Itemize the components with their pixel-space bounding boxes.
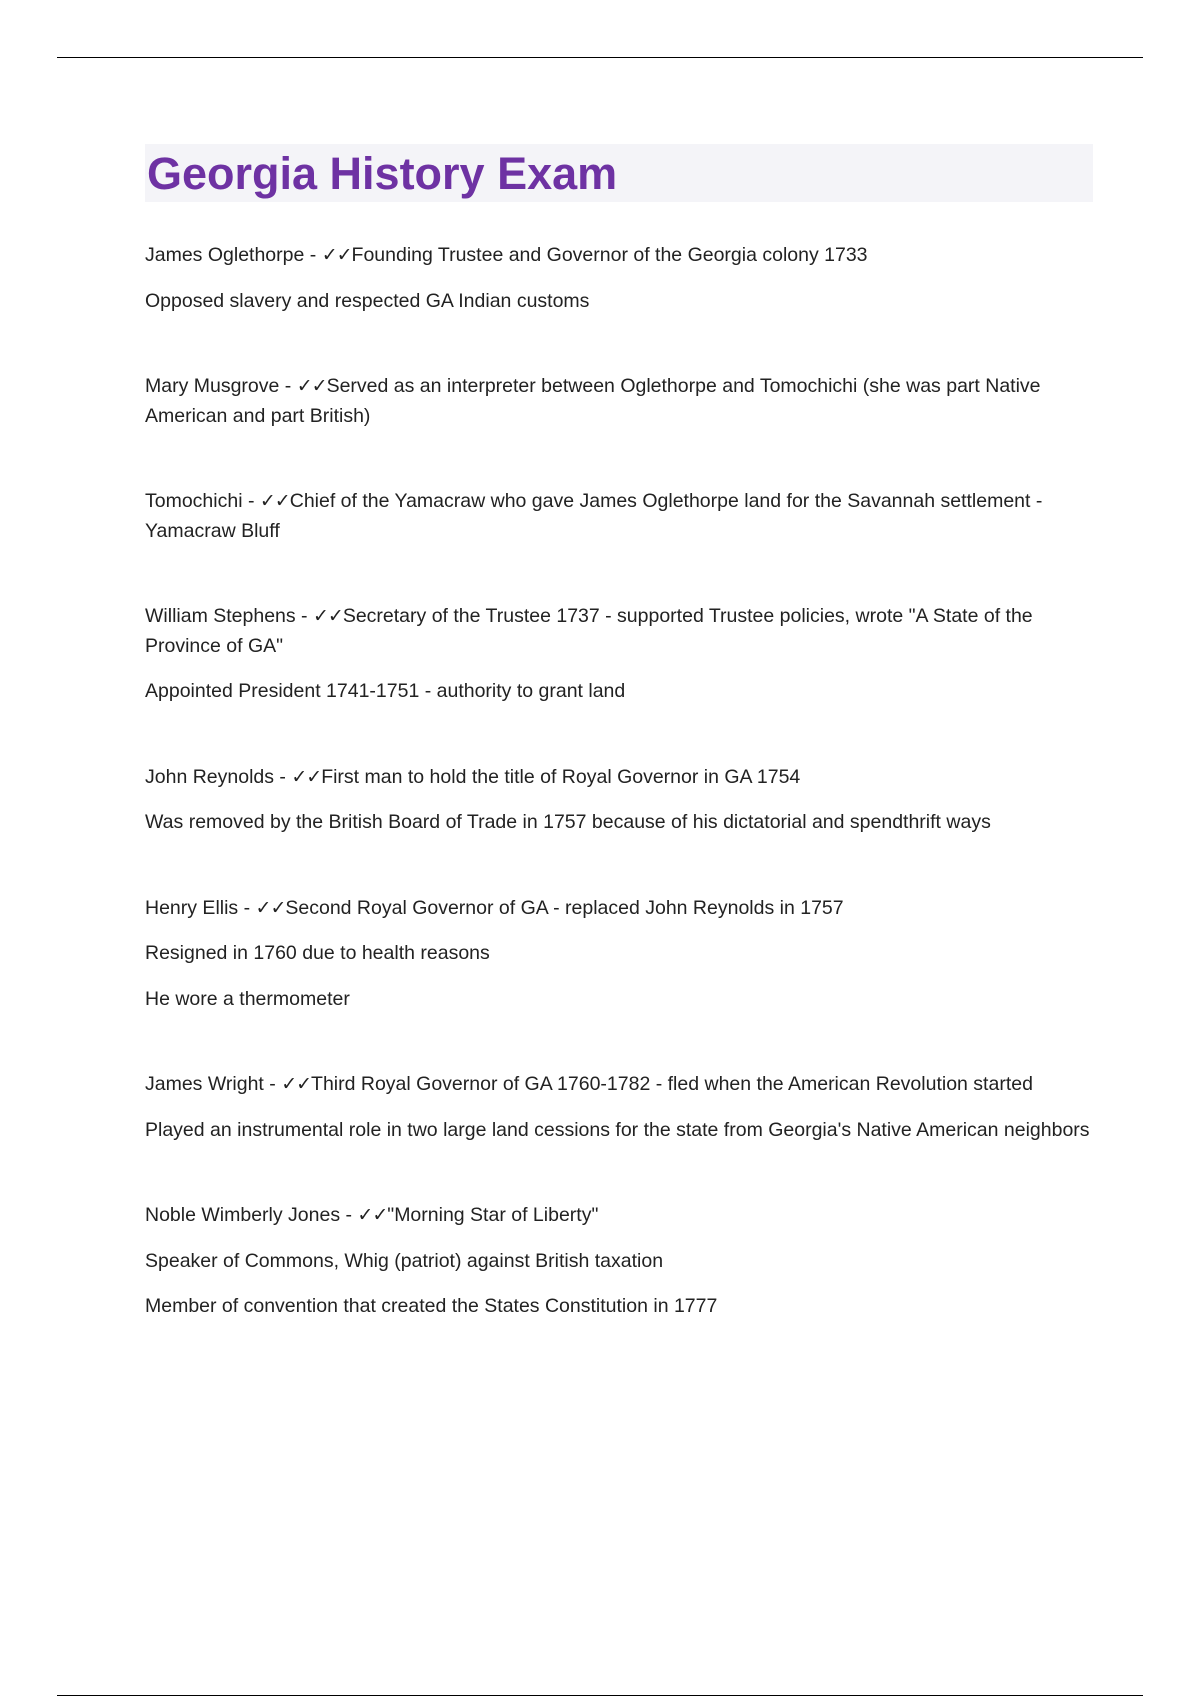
entry-note: Was removed by the British Board of Trade in 1757 because of his dictatorial and spendthrift ways: [145, 811, 991, 833]
entry-john-reynolds: [145, 763, 1093, 838]
entry-definition: First man to hold the title of Royal Governor in GA 1754: [321, 765, 801, 788]
entry-term: Tomochichi: [145, 490, 243, 512]
top-divider: [57, 57, 1143, 58]
entry-definition: Third Royal Governor of GA 1760-1782 - fled when the American Revolution started: [311, 1073, 1033, 1095]
double-check-icon: ✓✓: [312, 605, 343, 627]
entry-term: James Oglethorpe: [145, 244, 305, 266]
double-check-icon: ✓✓: [296, 375, 327, 397]
entry-term-line: [145, 1201, 1093, 1231]
entry-definition: "Morning Star of Liberty": [387, 1204, 599, 1226]
entry-note: Resigned in 1760 due to health reasons: [145, 942, 490, 964]
double-check-icon: ✓✓: [321, 244, 352, 266]
title-banner: [145, 144, 1093, 202]
entry-term: James Wright: [145, 1073, 264, 1095]
entry-term: Mary Musgrove: [145, 375, 280, 397]
page-title: Georgia History Exam: [147, 147, 618, 199]
entry-definition: Served as an interpreter between Oglethorpe and Tomochichi (she was part Native American and part British): [145, 375, 1041, 427]
entry-term-line: [145, 602, 1093, 661]
separator: -: [263, 1073, 282, 1095]
bottom-divider: [57, 1695, 1143, 1696]
separator: -: [304, 244, 322, 266]
separator: -: [242, 490, 260, 512]
entry-tomochichi: [145, 487, 1093, 546]
double-check-icon: ✓✓: [281, 1073, 312, 1095]
entry-definition: Secretary of the Trustee 1737 - supported Trustee policies, wrote "A State of the Province of GA": [145, 605, 1033, 657]
entry-term-line: [145, 763, 1093, 793]
double-check-icon: ✓✓: [259, 490, 290, 512]
entry-note: Appointed President 1741-1751 - authority to grant land: [145, 680, 626, 702]
entry-term: John Reynolds: [145, 765, 274, 788]
entry-note: Speaker of Commons, Whig (patriot) against British taxation: [145, 1249, 664, 1272]
entry-term-line: [145, 372, 1093, 431]
entry-henry-ellis: [145, 894, 1093, 1015]
entry-term-line: [145, 487, 1093, 546]
entry-definition: Second Royal Governor of GA - replaced John Reynolds in 1757: [285, 896, 844, 919]
entry-william-stephens: [145, 602, 1093, 707]
entry-mary-musgrove: [145, 372, 1093, 431]
entry-noble-wimberly-jones: [145, 1201, 1093, 1322]
entry-term: William Stephens: [145, 605, 296, 627]
entry-definition: Founding Trustee and Governor of the Georgia colony 1733: [351, 244, 868, 266]
entry-term-line: [145, 241, 1093, 271]
document-body: [145, 144, 1093, 1378]
entry-term-line: [145, 894, 1093, 924]
double-check-icon: ✓✓: [357, 1204, 388, 1226]
entry-james-wright: [145, 1070, 1093, 1145]
double-check-icon: ✓✓: [255, 896, 286, 919]
entry-note: He wore a thermometer: [145, 987, 350, 1010]
entry-term-line: [145, 1070, 1093, 1100]
entry-definition: Chief of the Yamacraw who gave James Oglethorpe land for the Savannah settlement - Yamacraw Bluff: [145, 490, 1043, 542]
separator: -: [340, 1204, 358, 1226]
entry-james-oglethorpe: [145, 241, 1093, 316]
separator: -: [238, 896, 256, 919]
entry-note: Opposed slavery and respected GA Indian customs: [145, 289, 590, 312]
entry-term: Henry Ellis: [145, 896, 239, 919]
entry-note: Played an instrumental role in two large land cessions for the state from Georgia's Native American neighbors: [145, 1118, 1090, 1141]
separator: -: [279, 375, 297, 397]
separator: -: [295, 605, 313, 627]
double-check-icon: ✓✓: [291, 765, 322, 788]
entry-note: Member of convention that created the States Constitution in 1777: [145, 1295, 718, 1317]
separator: -: [274, 765, 292, 788]
entry-term: Noble Wimberly Jones: [145, 1204, 341, 1226]
